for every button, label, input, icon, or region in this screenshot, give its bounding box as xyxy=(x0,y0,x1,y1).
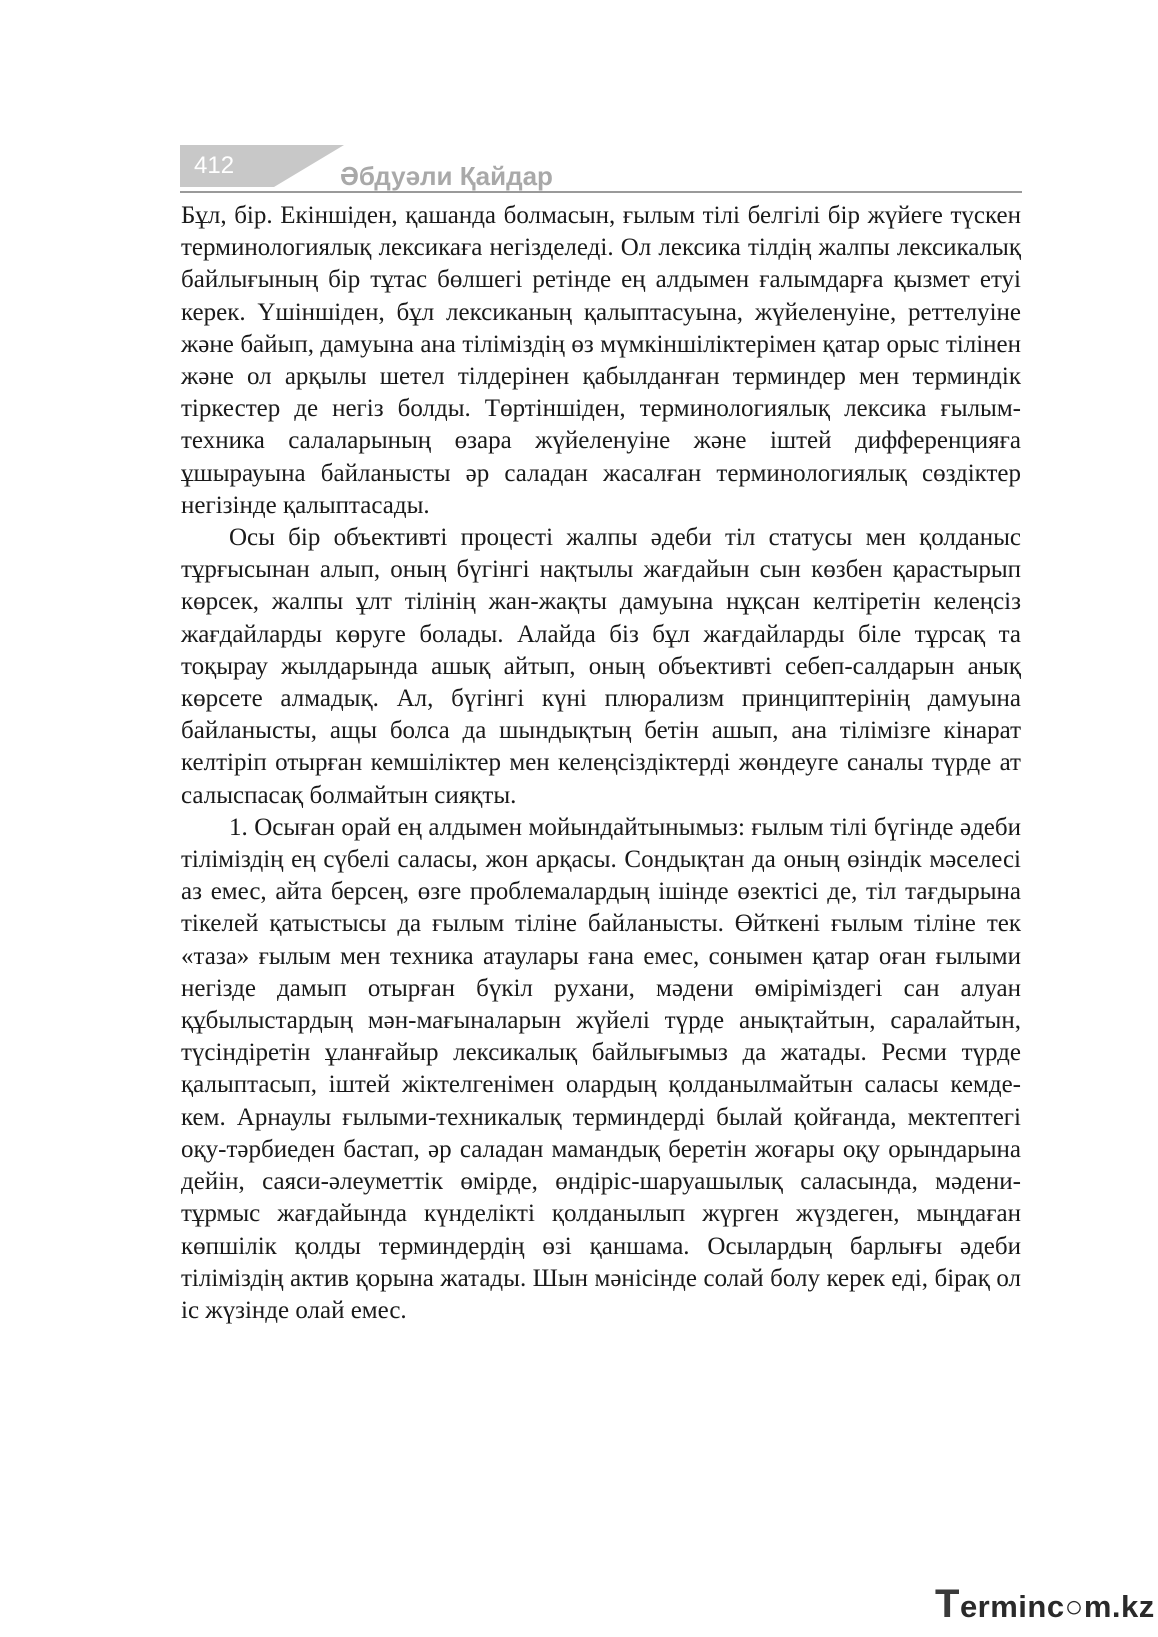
paragraph-1: Бұл, бір. Екіншіден, қашанда болмасын, ғылым тілі белгілі бір жүйеге түскен терминологиялық лексикаға негізделеді. Ол лексика тілдің жалпы лексикалық байлығының бір тұтас бөлшегі ретінде ең алдымен ғалымдарға қызмет етуі керек. Үшіншіден, бұл лексиканың қалыптасуына, жүйеленуіне, реттелуіне және байып, дамуына ана тіліміздің өз мүмкіншіліктерімен қатар орыс тілінен және ол арқылы шетел тілдерінен қабылданған терминдер мен терминдік тіркестер де негіз болды. Төртіншіден, терминологиялық лексика ғылым-техника салаларының өзара жүйеленуіне және іштей дифференцияға ұшырауына байланысты әр саладан жасалған терминологиялық сөздіктер негізінде қалыптасады. xyxy=(181,202,1021,519)
paragraph-2: Осы бір объективті процесті жалпы әдеби тіл статусы мен қолданыс тұрғысынан алып, оның бүгінгі нақтылы жағдайын сын көзбен қарастырып көрсек, жалпы ұлт тілінің жан-жақты дамуына нұқсан келтіретін келеңсіз жағдайларды көруге болады. Алайда біз бұл жағдайларды біле тұрсақ та тоқырау жылдарында ашық айтып, оның объективті себеп-салдарын анық көрсете алмадық. Ал, бүгінгі күні плюрализм принциптерінің дамуына байланысты, ащы болса да шындықтың бетін ашып, ана тілімізге кінарат келтіріп отырған кемшіліктер мен келеңсіздіктерді жөндеуге саналы түрде ат салыспасақ болмайтын сияқты. xyxy=(181,524,1021,809)
body-text xyxy=(181,200,1021,1327)
header-wedge-shape xyxy=(274,145,344,187)
page-number: 412 xyxy=(180,145,274,187)
site-watermark-logo: Terminc○m.kz xyxy=(935,1582,1155,1626)
running-head-author: Әбдуәли Қайдар xyxy=(340,161,553,191)
header-rule xyxy=(180,191,1022,193)
page-header xyxy=(180,145,1022,193)
paragraph-3: 1. Осыған орай ең алдымен мойындайтынымыз: ғылым тілі бүгінде әдеби тіліміздің ең сүбелі саласы, жон арқасы. Сондықтан да оның өзіндік мәселесі аз емес, айта берсең, өзге проблемалардың ішінде өзектісі де, тіл тағдырына тікелей қатыстысы да ғылым тіліне байланысты. Өйткені ғылым тіліне тек «таза» ғылым мен техника атаулары ғана емес, сонымен қатар оған ғылыми негізде дамып отырған бүкіл рухани, мәдени өміріміздегі сан алуан құбылыстардың мән-мағыналарын жүйелі түрде анықтайтын, саралайтын, түсіндіретін ұланғайыр лексикалық байлығымыз да жатады. Ресми түрде қалыптасып, іштей жіктелгенімен олардың қолданылмайтын саласы кемде-кем. Арнаулы ғылыми-техникалық терминдерді былай қойғанда, мектептегі оқу-тәрбиеден бастап, әр саладан мамандық беретін жоғары оқу орындарына дейін, саяси-әлеуметтік өмірде, өндіріс-шаруашылық саласында, мәдени-тұрмыс жағдайында күнделікті қолданылып жүрген жүздеген, мыңдаған көпшілік қолды терминдердің өзі қаншама. Осылардың барлығы әдеби тіліміздің актив қорына жатады. Шын мәнісінде солай болу керек еді, бірақ ол іс жүзінде олай емес. xyxy=(181,813,1021,1324)
